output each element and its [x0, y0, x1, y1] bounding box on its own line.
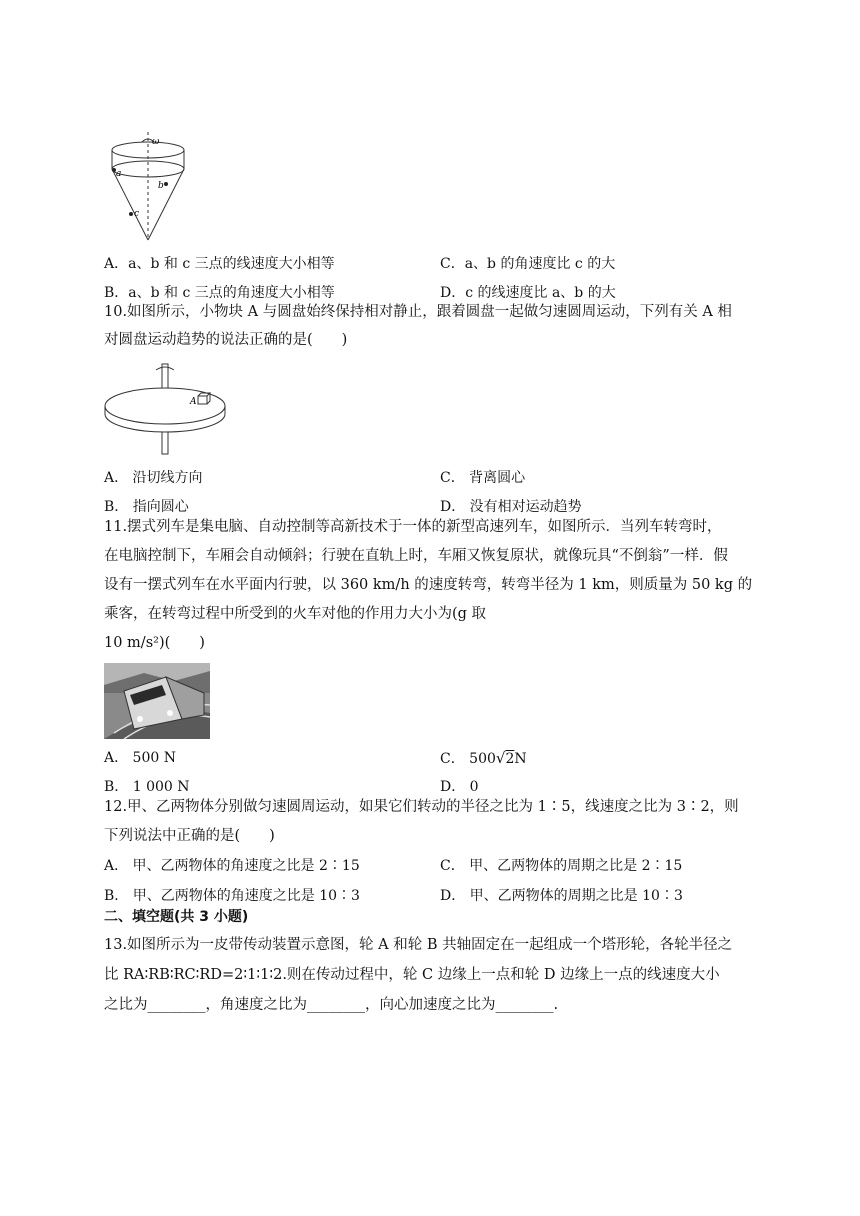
q11-option-b: B． 1 000 N: [104, 779, 190, 795]
cone-figure: [104, 130, 194, 245]
q9-option-d: D．c 的线速度比 a、b 的大: [440, 285, 616, 301]
q11-option-c-unit: N: [514, 751, 527, 767]
q11-stem-line2: 在电脑控制下，车厢会自动倾斜；行驶在直轨上时，车厢又恢复原状，就像玩具“不倒翁”一样．假: [104, 548, 728, 564]
q11-stem-line4: 乘客，在转弯过程中所受到的火车对他的作用力大小为(g 取: [104, 606, 487, 622]
section-title: 二、填空题(共 3 小题): [104, 909, 249, 925]
q10-option-d: D． 没有相对运动趋势: [440, 499, 582, 515]
q9-option-a: A．a、b 和 c 三点的线速度大小相等: [104, 256, 335, 272]
q11-option-a: A． 500 N: [104, 750, 176, 766]
q12-option-b: B． 甲、乙两物体的角速度之比是 10∶3: [104, 888, 360, 904]
q13-stem-line3: 之比为________，角速度之比为________，向心加速度之比为________.: [104, 997, 559, 1013]
turntable-figure: [102, 360, 232, 455]
q11-option-c-prefix: C． 500: [440, 751, 496, 767]
tilting-train-photo: [104, 663, 210, 739]
q11-option-d: D． 0: [440, 779, 479, 795]
q11-option-c: [440, 748, 527, 769]
q9-option-b: B．a、b 和 c 三点的角速度大小相等: [104, 285, 335, 301]
q12-option-d: D． 甲、乙两物体的周期之比是 10∶3: [440, 888, 683, 904]
svg-text:b: b: [158, 181, 164, 191]
svg-text:A: A: [190, 397, 197, 407]
q11-stem-line1: 11.摆式列车是集电脑、自动控制等高新技术于一体的新型高速列车，如图所示．当列车转弯时，: [104, 519, 722, 535]
q11-stem-line3: 设有一摆式列车在水平面内行驶，以 360 km/h 的速度转弯，转弯半径为 1 km，则质量为 50 kg 的: [104, 577, 753, 593]
svg-text:c: c: [134, 209, 140, 219]
q12-stem-line1: 12.甲、乙两物体分别做匀速圆周运动，如果它们转动的半径之比为 1∶5，线速度之比为 3∶2，则: [104, 799, 739, 815]
svg-text:a: a: [116, 169, 122, 179]
q10-option-a: A． 沿切线方向: [104, 470, 203, 486]
q9-option-c: C．a、b 的角速度比 c 的大: [440, 256, 616, 272]
svg-text:ω: ω: [152, 137, 160, 147]
q10-option-b: B． 指向圆心: [104, 499, 189, 515]
q10-stem-line1: 10.如图所示，小物块 A 与圆盘始终保持相对静止，跟着圆盘一起做匀速圆周运动，下列有关 A 相: [104, 304, 732, 320]
q12-option-a: A． 甲、乙两物体的角速度之比是 2∶15: [104, 858, 360, 874]
q10-option-c: C． 背离圆心: [440, 470, 526, 486]
q10-stem-line2: 对圆盘运动趋势的说法正确的是( ): [104, 332, 348, 348]
q12-option-c: C． 甲、乙两物体的周期之比是 2∶15: [440, 858, 683, 874]
q13-stem-line1: 13.如图所示为一皮带传动装置示意图，轮 A 和轮 B 共轴固定在一起组成一个塔形轮，各轮半径之: [104, 937, 733, 953]
sqrt-sign: √: [495, 749, 506, 767]
q13-stem-line2: 比 RA∶RB∶RC∶RD=2∶1∶1∶2.则在传动过程中，轮 C 边缘上一点和轮 D 边缘上一点的线速度大小: [104, 967, 720, 983]
q12-stem-line2: 下列说法中正确的是( ): [104, 828, 275, 844]
q11-stem-line5: 10 m/s²)( ): [104, 635, 205, 651]
sqrt-radicand: 2: [505, 751, 515, 767]
